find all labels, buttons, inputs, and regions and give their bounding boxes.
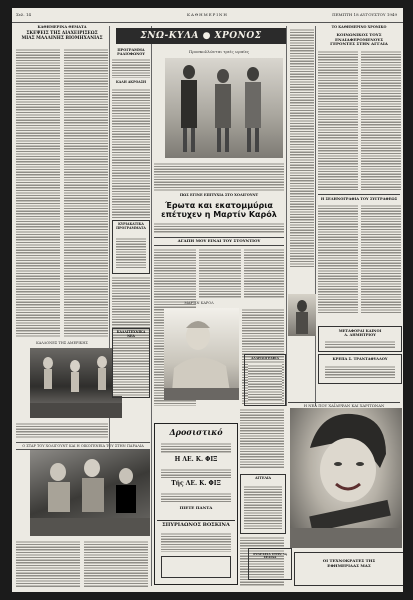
crepe-ad-box bbox=[318, 354, 402, 384]
right-text-4 bbox=[361, 204, 401, 314]
right-headline: ΚΟΙΝΩΝΙΚΟΣ ΤΟΥΣ ΕΝΔΙΑΦΕΡΟΜΕΝΟΥΣ ΓΕΡΟΝΤΕΣ ΣΤΗΝ ΑΓΓΛΙΑ bbox=[330, 32, 388, 47]
right-mid-head: Η ΣΕΛΗΝΟΓΡΑΦΙΑ ΤΟΥ ΣΥΓΓΡΑΦΕΩΣ bbox=[318, 194, 400, 201]
artistic-news-title: ΚΑΛΛΙΤΕΧΝΙΚΑ ΝΕΑ bbox=[116, 330, 146, 338]
ad-line-3: ΠΙΕΤΕ ΠΑΝΤΑ bbox=[179, 505, 213, 510]
technocrats-box bbox=[294, 552, 403, 586]
left-photo-caption: ΚΑΛΛΟΝΕΣ ΤΗΣ ΑΜΕΡΙΚΗΣ bbox=[36, 341, 88, 345]
smiling-woman-photo bbox=[290, 408, 402, 548]
left-bottom-text-1 bbox=[16, 540, 80, 588]
narrow-column-text bbox=[290, 28, 314, 268]
ad-text-4 bbox=[161, 532, 231, 552]
continued-text: ΣΥΝΕΧΕΙΑ ΣΤΗΝ 3η ΣΕΛΙΔΑ bbox=[253, 552, 287, 560]
center-text-2 bbox=[199, 248, 241, 298]
section-banner: ΣΝΩ-ΚΥΛΑ ● ΧΡΟΝΟΣ bbox=[116, 28, 286, 44]
program-title: ΠΡΟΓΡΑΜΜΑ ΡΑΔΙΟΦΩΝΟΥ bbox=[117, 48, 145, 57]
program-box-1-title: ΚΥΡΙΑΚΑΤΙΚΑ ΠΡΟΓΡΑΜΜΑΤΑ bbox=[116, 222, 146, 230]
program-box-1-text bbox=[116, 237, 146, 269]
small-portrait-photo bbox=[288, 294, 316, 336]
three-women-photo bbox=[165, 58, 283, 158]
ad-line-2: Τής ΛΕ. Κ. ΦΙΞ bbox=[171, 480, 221, 487]
artistic-news-box bbox=[112, 328, 150, 398]
family-photo-caption: Ο ΣΤΑΡ ΤΟΥ ΧΟΛΙΓΟΥΝΤ ΚΑΙ Η ΟΙΚΟΓΕΝΕΙΑ ΤΟΥ ΣΤΗΝ ΠΑΡΑΛΙΑ bbox=[16, 442, 150, 450]
notice-title: ΑΓΓΕΛΙΑ bbox=[255, 476, 271, 480]
continued-box bbox=[248, 548, 292, 580]
center-lead-text bbox=[154, 222, 284, 234]
ad-text-1 bbox=[161, 442, 231, 454]
program-subtitle: ΚΑΛΗ ΑΚΡΟΑΣΗ bbox=[116, 80, 146, 84]
center-subhead: ΑΓΑΠΗ ΜΟΥ ΕΙΝΑΙ ΤΟΥ ΣΤΟΥΝΤΙΟΥ bbox=[154, 237, 284, 246]
crepe-ad-title: ΚΡΕΠΑ Σ. ΤΡΑΝΤΑΦΥΛΛΟΥ bbox=[332, 357, 388, 361]
ad-title: Δροσιστικό bbox=[169, 427, 223, 437]
transport-ad-text bbox=[325, 340, 395, 348]
crepe-ad-text bbox=[325, 365, 395, 379]
issue-date: ΠΕΜΠΤΗ 18 ΑΥΓΟΥΣΤΟΥ 1949 bbox=[332, 12, 397, 17]
big-photo-caption: Η ΝΕΑ ΠΟΥ ΧΑΪΔΕΨΑΝ ΚΑΙ ΧΑΡΙΤΩΝΑΝ bbox=[288, 402, 400, 409]
ad-inner-box bbox=[161, 556, 231, 578]
drink-advertisement bbox=[154, 423, 238, 585]
beauty-queens-photo bbox=[30, 348, 122, 418]
center-headline: Έρωτα και εκατομμύρια επέτυχεν η Μαρτίν Καρόλ bbox=[161, 201, 277, 220]
ad-box-title: ΣΠΥΡΙΔΩΝΟΣ ΒΟΣΚΙΝΑ bbox=[157, 520, 235, 529]
right-kicker: ΤΟ ΚΑΘΗΜΕΡΙΝΟ ΧΡΟΝΙΚΟ bbox=[331, 25, 387, 29]
left-photo-text bbox=[16, 422, 108, 438]
right-text-1 bbox=[318, 50, 358, 190]
right-text-3 bbox=[318, 204, 358, 314]
program-text-2 bbox=[112, 88, 150, 218]
transport-ad-title: ΜΕΤΑΦΟΡΑΙ ΚΑΙΝΟΙ Δ. ΔΗΜΗΤΡΙΟΥ bbox=[338, 329, 382, 338]
artistic-news-text bbox=[116, 341, 146, 393]
technocrats-title: ΟΙ ΤΕΧΝΟΚΡΑΤΕΣ ΤΗΣ ΕΦΗΜΕΡΙΔΑΣ ΜΑΣ bbox=[322, 558, 376, 568]
left-headline: ΣΚΕΨΕΙΣ ΤΗΣ ΔΙΑΧΕΙΡΙΣΕΩΣ ΜΙΑΣ ΜΑΛΛΙΝΗΣ ΒΙΟΜΗΧΑΝΙΑΣ bbox=[21, 31, 103, 41]
correspondence-box bbox=[244, 354, 286, 406]
program-box-1 bbox=[112, 220, 150, 274]
center-kicker: ΠΩΣ ΕΓΙΝΕ ΕΠΙΤΥΧΙΑ ΣΤΟ ΧΟΛΙΓΟΥΝΤ bbox=[179, 193, 259, 197]
transport-ad-box bbox=[318, 326, 402, 352]
family-beach-photo bbox=[30, 450, 150, 536]
ad-line-1: Η ΛΕ. Κ. ΦΙΞ bbox=[174, 456, 218, 463]
martine-carol-photo bbox=[164, 308, 239, 400]
ad-text-3 bbox=[161, 492, 231, 502]
center-top-text bbox=[154, 162, 284, 192]
martine-photo-caption: ΜΑΡΤΙΝ ΚΑΡΟΛ bbox=[184, 301, 214, 305]
left-kicker: ΚΑΘΗΜΕΡΙΝΑ ΘΕΜΑΤΑ bbox=[37, 25, 87, 29]
left-article-text-1 bbox=[16, 48, 60, 338]
right-text-2 bbox=[361, 50, 401, 190]
left-bottom-text-2 bbox=[84, 540, 148, 588]
correspondence-title: ΑΛΛΗΛΟΓΡΑΦΙΑ bbox=[251, 356, 279, 360]
center-text-3 bbox=[244, 248, 284, 298]
correspondence-text bbox=[248, 364, 282, 402]
newspaper-page bbox=[12, 8, 403, 592]
three-women-caption: Προσκολλώνται τρείς ωραίες bbox=[188, 49, 250, 54]
left-article-text-2 bbox=[64, 48, 108, 338]
notice-box bbox=[240, 474, 286, 534]
ad-text-2 bbox=[161, 468, 231, 478]
notice-text bbox=[244, 485, 282, 529]
program-text-1 bbox=[112, 58, 150, 78]
page-header bbox=[12, 8, 403, 23]
center-right-text bbox=[240, 408, 284, 468]
paper-name: ΚΑΘΗΜΕΡΙΝΗ bbox=[187, 12, 228, 17]
page-number: Σελ. 14 bbox=[16, 12, 32, 17]
